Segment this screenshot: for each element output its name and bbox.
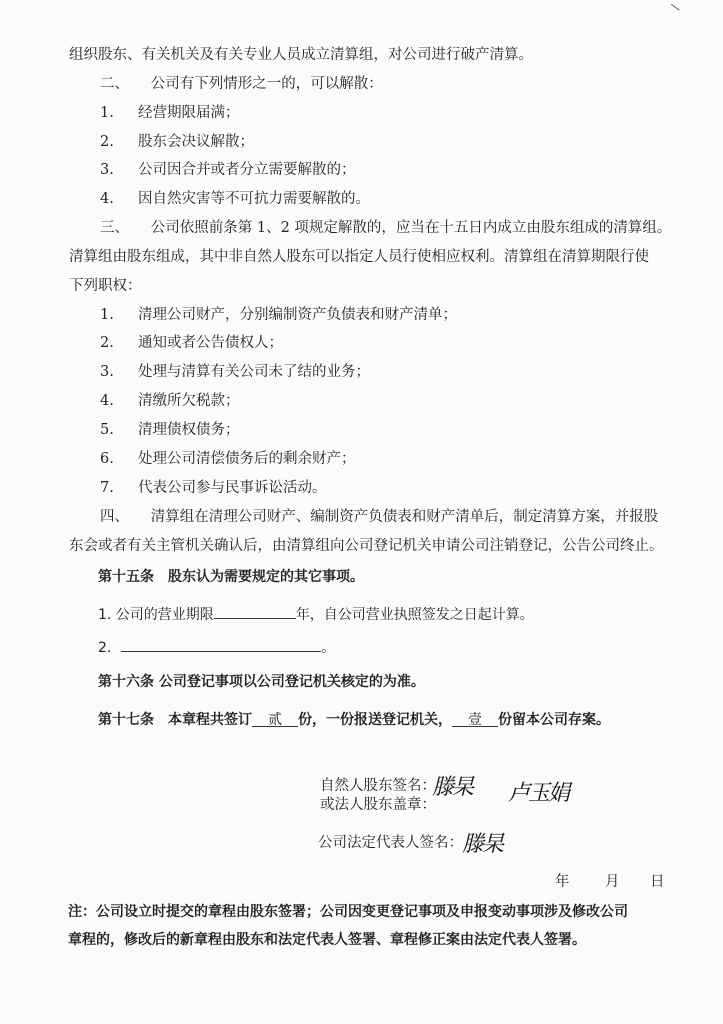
other-matters-blank: [121, 635, 321, 652]
paragraph-top: 组织股东、有关机关及有关专业人员成立清算组，对公司进行破产清算。: [69, 47, 533, 63]
list-item: 5. 清理债权债务；: [100, 422, 240, 438]
list-item: 3. 公司因合并或者分立需要解散的；: [100, 162, 356, 178]
article-16: 第十六条 公司登记事项以公司登记机关核定的为准。: [98, 674, 425, 690]
date-month: 月: [605, 874, 620, 890]
clause-two-heading: 二、 公司有下列情形之一的，可以解散：: [100, 76, 383, 92]
list-item: 4. 因自然灾害等不可抗力需要解散的。: [100, 191, 370, 207]
shareholder-signature-2: 卢玉娟: [508, 781, 569, 806]
shareholder-seal-label: 或法人股东盖章：: [320, 797, 436, 813]
list-item: 6. 处理公司清偿债务后的剩余财产；: [100, 451, 356, 467]
list-item: 2. 通知或者公告债权人；: [100, 335, 283, 351]
note-line-2: 章程的，修改后的新章程由股东和法定代表人签署、章程修正案由法定代表人签署。: [68, 932, 586, 948]
article-15-item-1: 1. 公司的营业期限 年，自公司营业执照签发之日起计算。: [98, 602, 534, 625]
clause-three-line-1: 三、 公司依照前条第 1、2 项规定解散的，应当在十五日内成立由股东组成的清算组。: [100, 220, 672, 236]
clause-three-line-3: 下列职权：: [69, 278, 142, 294]
list-item: 3. 处理与清算有关公司未了结的业务；: [100, 364, 370, 380]
list-item: 2. 股东会决议解散；: [100, 134, 254, 150]
shareholder-signature-1: 滕杲: [432, 775, 473, 800]
list-item: 4. 清缴所欠税款；: [100, 393, 240, 409]
legal-rep-signature: 滕杲: [462, 832, 503, 857]
article-15-item-2: 2. 。: [98, 635, 335, 658]
term-years-blank: [214, 602, 296, 619]
clause-four-line-1: 四、 清算组在清理公司财产、编制资产负债表和财产清单后，制定清算方案，并报股: [100, 509, 659, 525]
list-item: 7. 代表公司参与民事诉讼活动。: [100, 480, 327, 496]
note-line-1: 注：公司设立时提交的章程由股东签署；公司因变更登记事项及申报变动事项涉及修改公司: [68, 904, 628, 920]
article-15-heading: 第十五条 股东认为需要规定的其它事项。: [98, 569, 364, 585]
date-day: 日: [650, 874, 665, 890]
list-item: 1. 经营期限届满；: [100, 105, 240, 121]
date-year: 年: [555, 874, 570, 890]
legal-rep-sign-label: 公司法定代表人签名：: [318, 835, 463, 851]
shareholder-sign-label: 自然人股东签名：: [320, 778, 436, 794]
scan-mark: [666, 4, 679, 17]
article-17: 第十七条 本章程共签订 贰 份，一份报送登记机关， 壹 份留本公司存案。: [98, 712, 610, 728]
clause-four-line-2: 东会或者有关主管机关确认后，由清算组向公司登记机关申请公司注销登记，公告公司终止。: [69, 538, 664, 554]
list-item: 1. 清理公司财产，分别编制资产负债表和财产清单；: [100, 307, 457, 323]
copies-count: 贰: [252, 710, 298, 727]
copies-kept: 壹: [452, 710, 498, 727]
clause-three-line-2: 清算组由股东组成，其中非自然人股东可以指定人员行使相应权利。清算组在清算期限行使: [69, 249, 649, 265]
